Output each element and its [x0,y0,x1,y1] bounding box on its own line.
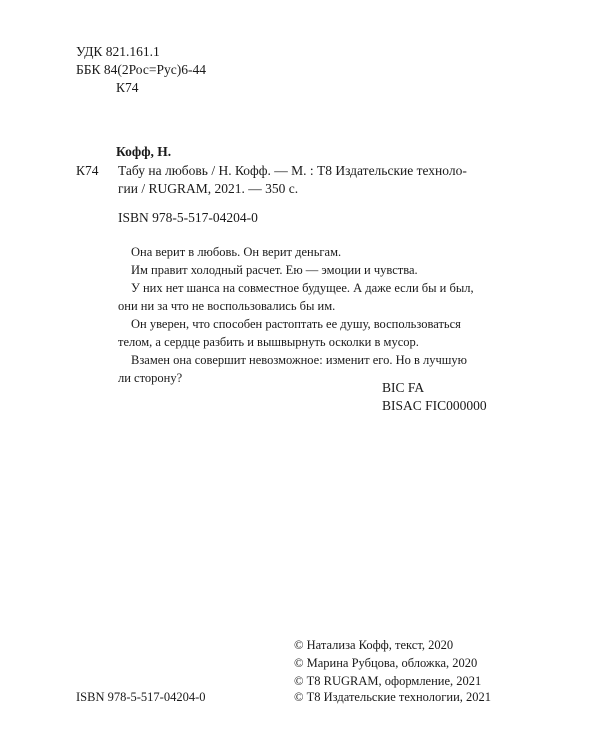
card-isbn: ISBN 978-5-517-04204-0 [118,210,258,225]
annotation-line: У них нет шанса на совместное будущее. А даже если бы и был, [131,281,474,295]
bisac-code: BISAC FIC000000 [382,398,487,413]
annotation-line: Им правит холодный расчет. Ею — эмоции и чувства. [131,263,418,277]
annotation-line: Взамен она совершит невозможное: изменит его. Но в лучшую [131,353,467,367]
annotation-line: Она верит в любовь. Он верит деньгам. [131,245,342,259]
author-heading: Кофф, Н. [116,144,172,159]
annotation-line: они ни за что не воспользовались бы им. [118,299,336,313]
bibliographic-description-line-1: Табу на любовь / Н. Кофф. — М. : Т8 Издательские техноло- [118,163,467,178]
footer-isbn: ISBN 978-5-517-04204-0 [76,690,206,704]
bic-code: BIC FA [382,380,425,395]
bbk-code: ББК 84(2Рос=Рус)6-44 [76,62,206,77]
card-author-mark: К74 [76,163,99,178]
annotation-line: Он уверен, что способен растоптать ее душу, воспользоваться [131,317,461,331]
annotation-line: ли сторону? [118,371,183,385]
copyright-line: © Натализа Кофф, текст, 2020 [294,638,454,652]
udk-code: УДК 821.161.1 [76,44,160,59]
author-mark: К74 [116,80,139,95]
copyright-line: © Т8 RUGRAM, оформление, 2021 [294,674,482,688]
bibliographic-description-line-2: гии / RUGRAM, 2021. — 350 с. [118,181,299,196]
copyright-line: © Марина Рубцова, обложка, 2020 [294,656,478,670]
annotation [118,243,474,387]
annotation-line: телом, а сердце разбить и вышвырнуть осколки в мусор. [118,335,419,349]
copyright-line: © Т8 Издательские технологии, 2021 [294,690,492,704]
